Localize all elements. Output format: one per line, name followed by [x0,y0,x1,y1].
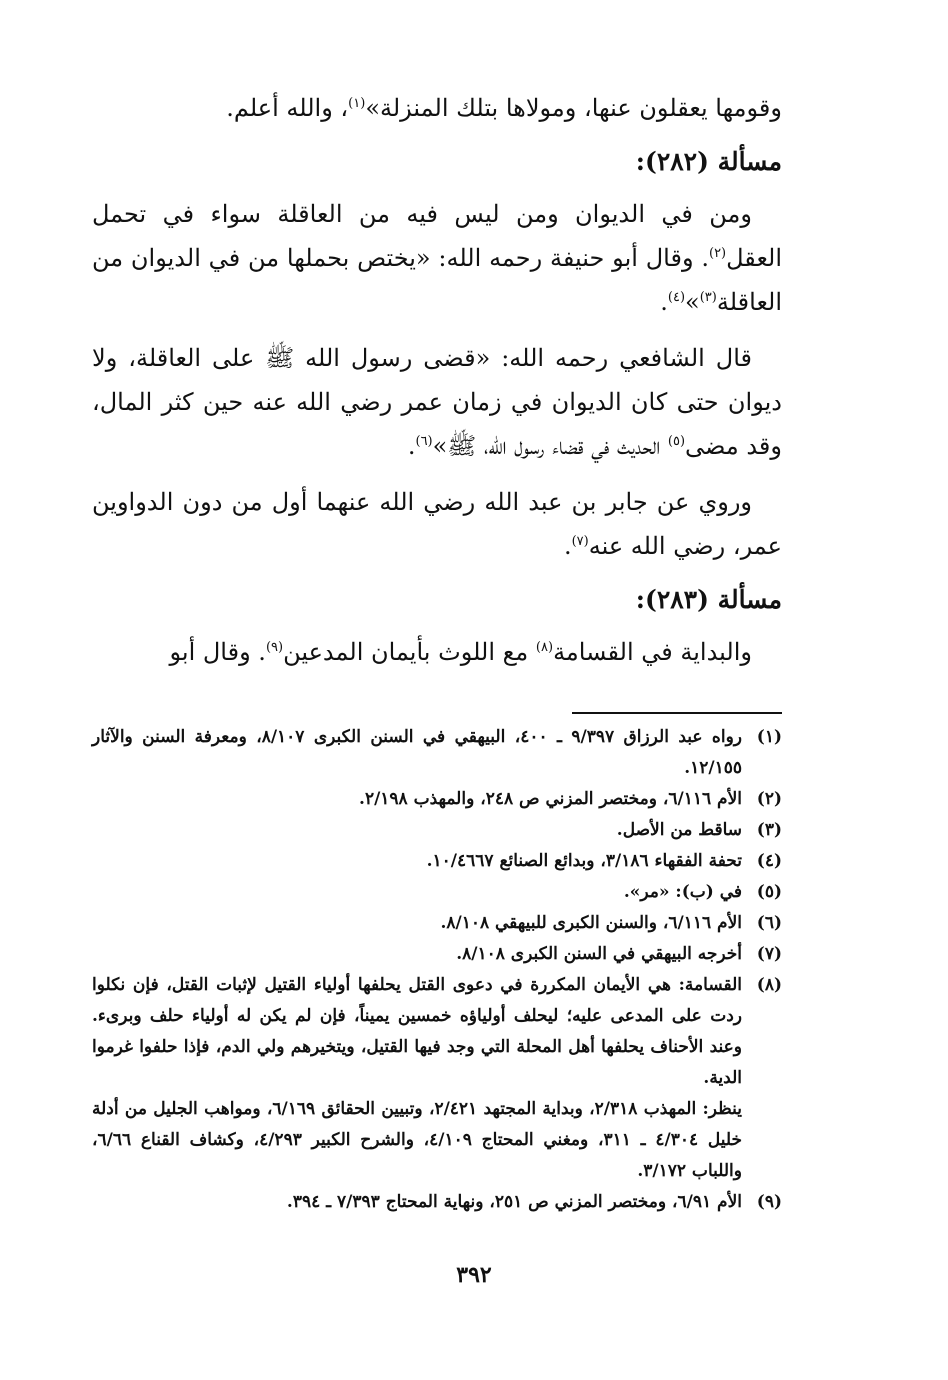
footnote-divider [572,712,782,714]
footnote-3 [92,815,782,846]
footnote-references: ينظر: المهذب ٢/٣١٨، وبداية المجتهد ٢/٤٢١، وتبيين الحقائق ٦/١٦٩، ومواهب الجليل من أدلة خليل ٤/٣٠٤ ـ ٣١١، ومغني المحتاج ٤/١٠٩، والشرح الكبير ٤/٢٩٣، وكشاف القناع ٦/٦٦، واللباب ٣/١٧٢. [92,1099,742,1181]
issue-heading-282: مسألة (٢٨٢): [635,147,782,176]
issue-heading-283: مسألة (٢٨٣): [635,585,782,614]
paragraph-text: مع اللوث بأيمان المدعين [283,638,536,666]
paragraph-text: والبداية في القسامة [553,638,752,666]
footnote-4 [92,846,782,877]
footnote-ref: (٧) [571,534,589,549]
footnote-1 [92,722,782,784]
footnote-number: (١) [756,727,782,747]
footnote-text: تحفة الفقهاء ٣/١٨٦، وبدائع الصنائع ١٠/٤٦٦٧. [426,851,742,871]
paragraph-text: الحديث في قضاء رسول الله، ﷺ» [432,432,668,460]
paragraph-text: . وقال أبو حنيفة رحمه الله: «يختص بحملها من في الديوان من العاقلة [92,244,782,316]
footnote-ref: (٢) [708,246,727,261]
book-page [92,86,782,1218]
paragraph-text: ، والله أعلم. [226,94,349,122]
footnote-text: رواه عبد الرزاق ٩/٣٩٧ ـ ٤٠٠، البيهقي في السنن الكبرى ٨/١٠٧، ومعرفة السنن والآثار ١٢/١٥٥. [92,727,742,778]
footnote-9 [92,1187,782,1218]
paragraph-opening [92,86,782,130]
paragraph-text: قال الشافعي رحمه الله: «قضى رسول الله ﷺ على العاقلة، ولا ديوان حتى كان الديوان في زمان عمر رضي الله عنه حين كثر المال، وقد مضى [92,344,782,460]
paragraph-text: . [660,288,668,316]
footnote-number: (٤) [756,851,782,871]
paragraph-text: . وقال أبو [169,638,266,666]
footnote-body [92,970,742,1187]
footnote-ref: (٨) [535,640,554,655]
footnote-number: (٢) [756,789,782,809]
footnote-ref: (٩) [265,640,284,655]
footnote-number: (٣) [756,820,782,840]
footnote-number: (٩) [756,1192,782,1212]
paragraph-text: . [407,432,416,460]
footnote-2 [92,784,782,815]
paragraph-text: » [685,288,700,316]
footnote-number: (٦) [756,913,782,933]
footnote-text: في (ب): «مر». [623,882,742,902]
footnote-text: الأم ٦/١١٦، ومختصر المزني ص ٢٤٨، والمهذب ٢/١٩٨. [359,789,742,809]
paragraph-text: وقومها يعقلون عنها، ومولاها بتلك المنزلة» [365,94,782,122]
footnote-5 [92,877,782,908]
footnotes [92,722,782,1218]
footnote-number: (٥) [756,882,782,902]
paragraph-283 [92,630,782,674]
paragraph-text: . [563,532,572,560]
footnote-ref: (٦) [415,434,433,449]
footnote-text: الأم ٦/١١٦، والسنن الكبرى للبيهقي ٨/١٠٨. [440,913,742,933]
footnote-ref: (١) [348,96,366,111]
paragraph-shafii [92,336,782,468]
page-number: ٣٩٢ [456,1262,492,1288]
footnote-8 [92,970,782,1187]
paragraph-jabir [92,480,782,568]
footnote-ref: (٥) [667,434,686,449]
footnote-text: الأم ٦/٩١، ومختصر المزني ص ٢٥١، ونهاية المحتاج ٧/٣٩٣ ـ ٣٩٤. [286,1192,742,1212]
paragraph-282 [92,192,782,324]
footnote-7 [92,939,782,970]
footnote-text: القسامة: هي الأيمان المكررة في دعوى القتل يحلفها أولياء القتيل لإثبات القتل، فإن نكلوا ردت على المدعى عليه؛ ليحلف أولياؤه خمسين يميناً، فإن لم يكن له أولياء حلف وبرىء. وعند الأحناف يحلفها أهل المحلة التي وجد فيها القتيل، ويتخيرهم ولي الدم، فإذا حلفوا غرموا الدية. [92,975,742,1088]
footnote-ref: (٤) [667,290,686,305]
footnote-text: أخرجه البيهقي في السنن الكبرى ٨/١٠٨. [456,944,742,964]
footnote-text: ساقط من الأصل. [616,820,742,840]
footnote-ref: (٣) [699,290,717,305]
footnote-number: (٨) [756,975,782,995]
paragraph-text: وروي عن جابر بن عبد الله رضي الله عنهما أول من دون الدواوين عمر، رضي الله عنه [92,488,782,560]
footnote-6 [92,908,782,939]
footnote-number: (٧) [756,944,782,964]
paragraph-text: ومن في الديوان ومن ليس فيه من العاقلة سواء في تحمل العقل [92,200,782,272]
